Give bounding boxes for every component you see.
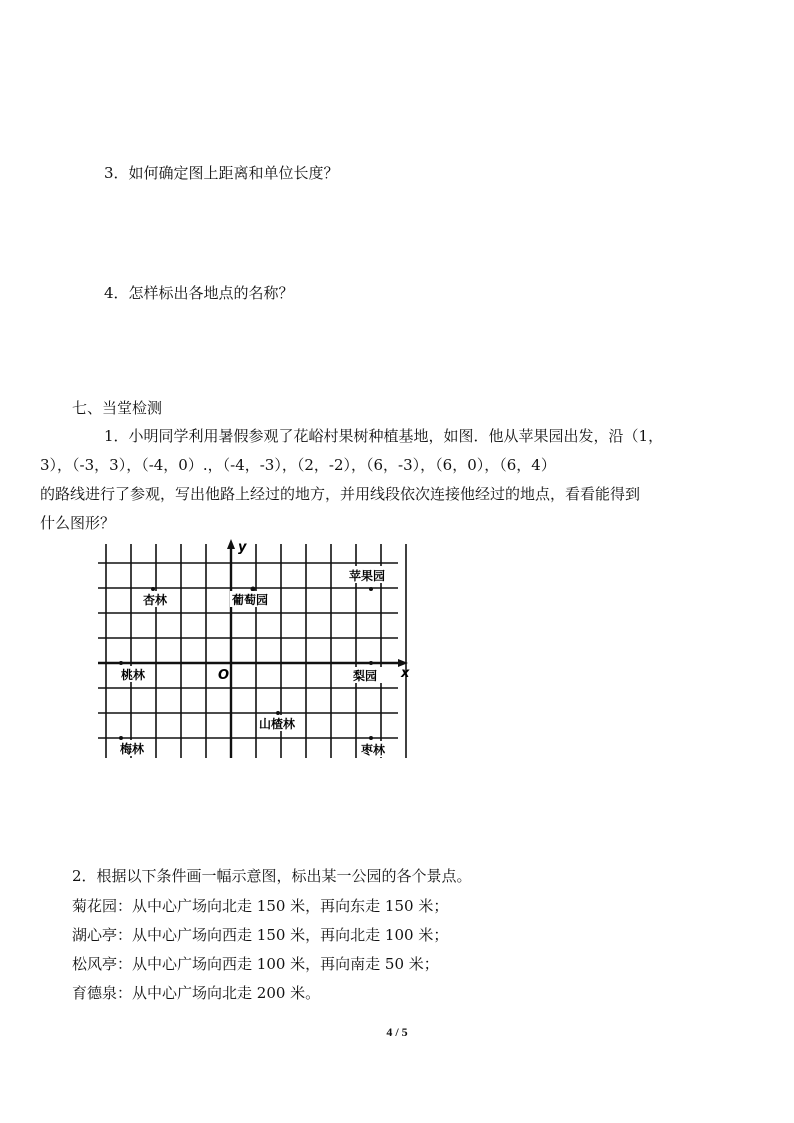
problem-2-item: 湖心亭：从中心广场向西走 150 米，再向北走 100 米； bbox=[72, 926, 449, 944]
question-4: 4．怎样标出各地点的名称？ bbox=[104, 284, 294, 302]
label-jujube: 枣林 bbox=[361, 743, 386, 757]
label-peach: 桃林 bbox=[121, 668, 146, 682]
point-apricot bbox=[151, 587, 155, 591]
point-pear bbox=[369, 661, 373, 665]
label-apricot: 杏林 bbox=[143, 593, 168, 607]
section-heading: 七、当堂检测 bbox=[72, 399, 163, 417]
point-grape bbox=[251, 587, 256, 592]
label-plum: 梅林 bbox=[120, 742, 145, 756]
x-axis-label: x bbox=[401, 666, 410, 681]
point-apple bbox=[369, 587, 373, 591]
problem-2-item: 松风亭：从中心广场向西走 100 米，再向南走 50 米； bbox=[72, 955, 439, 973]
y-axis-arrow bbox=[227, 539, 235, 549]
problem-1-line: 的路线进行了参观，写出他路上经过的地方，并用线段依次连接他经过的地点，看看能得到 bbox=[40, 485, 641, 503]
label-grape: 葡萄园 bbox=[232, 593, 269, 607]
problem-1-line: 什么图形？ bbox=[40, 514, 116, 532]
point-hawthorn bbox=[276, 711, 280, 715]
label-hawthorn: 山楂林 bbox=[259, 717, 296, 731]
problem-1-line: 3），（-3，3），（-4，0）.，（-4，-3），（2，-2），（6，-3），（6，0），（6，4） bbox=[40, 456, 556, 474]
question-3: 3．如何确定图上距离和单位长度？ bbox=[104, 164, 339, 182]
point-plum bbox=[119, 736, 123, 740]
label-apple: 苹果园 bbox=[349, 569, 386, 583]
coordinate-grid-figure bbox=[98, 536, 418, 761]
point-jujube bbox=[369, 736, 373, 740]
problem-1-line: 1．小明同学利用暑假参观了花峪村果树种植基地，如图．他从苹果园出发，沿（1， bbox=[104, 427, 664, 445]
y-axis-label: y bbox=[238, 540, 247, 555]
problem-2-item: 育德泉：从中心广场向北走 200 米。 bbox=[72, 984, 321, 1002]
point-peach bbox=[119, 661, 123, 665]
problem-1 bbox=[40, 422, 722, 538]
page-number: 4 / 5 bbox=[386, 1025, 408, 1039]
problem-2-item: 菊花园：从中心广场向北走 150 米，再向东走 150 米； bbox=[72, 897, 449, 915]
label-pear: 梨园 bbox=[353, 669, 378, 683]
origin-label: O bbox=[218, 668, 230, 683]
problem-2-intro: 2．根据以下条件画一幅示意图，标出某一公园的各个景点。 bbox=[72, 867, 472, 885]
